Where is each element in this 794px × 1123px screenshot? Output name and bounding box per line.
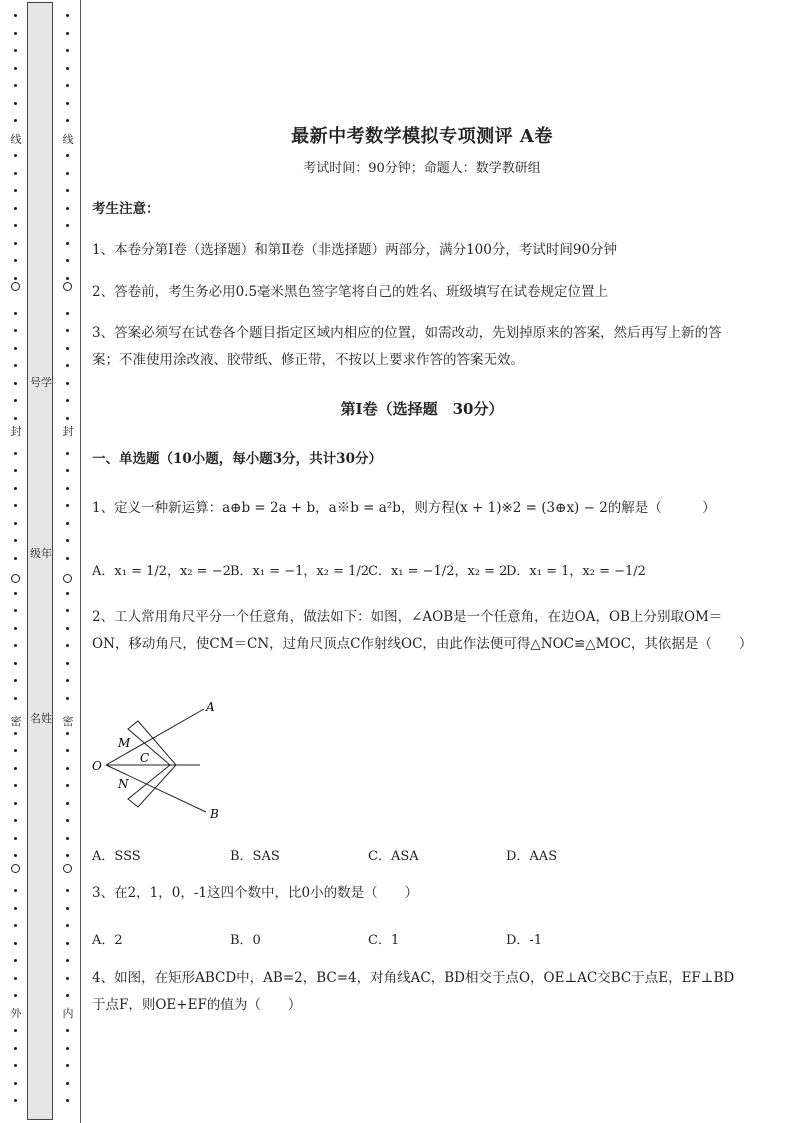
question-2-stem: 2、工人常用角尺平分一个任意角，做法如下：如图，∠AOB是一个任意角，在边OA，OB上分别取OM＝ON，移动角尺，使CM＝CN，过角尺顶点C作射线OC，由此作法便可得△NOC≌△MOC，其依据是（ ） xyxy=(92,609,753,652)
student-info-strip xyxy=(27,2,53,1120)
binding-dot xyxy=(66,539,69,542)
binding-hole-circle xyxy=(63,864,72,873)
label-a: A xyxy=(206,700,215,714)
notice-item-2: 2、答卷前，考生务必用0.5毫米黑色签字笔将自己的姓名、班级填写在试卷规定位置上 xyxy=(92,284,609,300)
binding-hole-circle xyxy=(11,282,20,291)
binding-dot xyxy=(14,382,17,385)
binding-dot xyxy=(66,644,69,647)
section-heading: 一、单选题（10小题，每小题3分，共计30分） xyxy=(92,451,382,467)
binding-dot xyxy=(14,469,17,472)
binding-dot xyxy=(14,32,17,35)
binding-dot xyxy=(14,14,17,17)
binding-dot xyxy=(66,767,69,770)
question-1-stem: 1、定义一种新运算：a⊕b = 2a + b，a※b = a²b，则方程(x + 1)※2 = (3⊕x) − 2的解是（ ） xyxy=(92,500,716,516)
binding-dot xyxy=(14,942,17,945)
binding-dot xyxy=(14,172,17,175)
binding-dot xyxy=(14,1099,17,1102)
label-c: C xyxy=(140,751,150,765)
question-2-options xyxy=(92,845,752,875)
binding-mark: 密 xyxy=(62,715,74,728)
binding-dot xyxy=(66,609,69,612)
binding-dot xyxy=(14,347,17,350)
binding-dot xyxy=(66,84,69,87)
binding-dot xyxy=(14,994,17,997)
angle-ruler-figure xyxy=(92,695,232,830)
binding-dot xyxy=(14,959,17,962)
binding-dot xyxy=(66,697,69,700)
binding-dot xyxy=(66,749,69,752)
binding-dot xyxy=(66,557,69,560)
question-3-options xyxy=(92,929,752,959)
q1-option-b[interactable]: B．x₁ = −1，x₂ = 1/2 xyxy=(230,564,370,579)
binding-dot xyxy=(14,522,17,525)
binding-hole-circle xyxy=(63,282,72,291)
binding-dot xyxy=(14,854,17,857)
binding-dot xyxy=(66,14,69,17)
binding-dot xyxy=(66,417,69,420)
binding-dot xyxy=(66,1064,69,1067)
binding-dot xyxy=(66,994,69,997)
binding-dot xyxy=(14,627,17,630)
binding-dot xyxy=(66,1029,69,1032)
binding-line-outer xyxy=(3,0,29,1123)
binding-dot xyxy=(66,469,69,472)
binding-dot xyxy=(14,889,17,892)
notice-item-3: 3、答案必须写在试卷各个题目指定区域内相应的位置，如需改动，先划掉原来的答案，然后再写上新的答案；不准使用涂改液、胶带纸、修正带，不按以上要求作答的答案无效。 xyxy=(92,325,722,368)
student-number-label: 号学 xyxy=(30,376,52,389)
exam-title: 最新中考数学模拟专项测评 A卷 xyxy=(291,126,553,147)
binding-dot xyxy=(14,837,17,840)
binding-dot xyxy=(14,1064,17,1067)
binding-dot xyxy=(66,67,69,70)
binding-dot xyxy=(66,487,69,490)
notice-heading: 考生注意： xyxy=(92,201,160,217)
binding-dot xyxy=(66,312,69,315)
binding-dot xyxy=(14,1029,17,1032)
binding-dot xyxy=(66,889,69,892)
q2-option-a[interactable]: A．SSS xyxy=(92,849,141,864)
binding-dot xyxy=(66,1099,69,1102)
binding-dot xyxy=(14,504,17,507)
binding-dot xyxy=(66,679,69,682)
binding-dot xyxy=(14,189,17,192)
binding-dot xyxy=(66,277,69,280)
binding-dot xyxy=(66,784,69,787)
question-3-stem: 3、在2，1，0，-1这四个数中，比0小的数是（ ） xyxy=(92,885,419,901)
binding-dot xyxy=(66,119,69,122)
binding-mark: 外 xyxy=(10,1007,22,1020)
binding-dot xyxy=(66,959,69,962)
q3-option-d[interactable]: D．-1 xyxy=(506,933,543,948)
binding-dot xyxy=(66,592,69,595)
binding-dot xyxy=(66,802,69,805)
binding-dot xyxy=(14,732,17,735)
margin-rule xyxy=(80,0,81,1123)
binding-dot xyxy=(14,224,17,227)
binding-dot xyxy=(66,399,69,402)
binding-dot xyxy=(66,242,69,245)
binding-dot xyxy=(14,119,17,122)
binding-dot xyxy=(14,697,17,700)
binding-dot xyxy=(66,977,69,980)
label-n: N xyxy=(118,777,129,791)
binding-dot xyxy=(66,907,69,910)
binding-dot xyxy=(66,942,69,945)
binding-dot xyxy=(14,592,17,595)
binding-dot xyxy=(14,644,17,647)
binding-dot xyxy=(66,662,69,665)
q2-option-b[interactable]: B．SAS xyxy=(230,849,280,864)
binding-dot xyxy=(66,224,69,227)
ruler-arm-upper xyxy=(128,721,176,765)
binding-dot xyxy=(14,1047,17,1050)
question-4-stem: 4、如图，在矩形ABCD中，AB=2，BC=4，对角线AC，BD相交于点O，OE⊥AC交BC于点E，EF⊥BD于点F，则OE+EF的值为（ ） xyxy=(92,970,735,1013)
binding-dot xyxy=(14,329,17,332)
binding-dot xyxy=(66,837,69,840)
binding-mark: 密 xyxy=(10,715,22,728)
binding-dot xyxy=(14,84,17,87)
q3-option-c[interactable]: C．1 xyxy=(368,933,400,948)
binding-dot xyxy=(66,452,69,455)
binding-dot xyxy=(66,207,69,210)
q3-option-a[interactable]: A．2 xyxy=(92,933,123,948)
binding-dot xyxy=(14,924,17,927)
binding-dot xyxy=(14,802,17,805)
binding-dot xyxy=(66,189,69,192)
ruler-arm-lower xyxy=(128,765,176,807)
binding-dot xyxy=(66,732,69,735)
binding-dot xyxy=(14,487,17,490)
q1-option-c[interactable]: C．x₁ = −1/2，x₂ = 2 xyxy=(368,564,508,579)
binding-dot xyxy=(14,539,17,542)
binding-dot xyxy=(66,819,69,822)
binding-mark: 内 xyxy=(62,1007,74,1020)
binding-dot xyxy=(14,417,17,420)
binding-dot xyxy=(14,312,17,315)
binding-dot xyxy=(14,207,17,210)
binding-dot xyxy=(14,102,17,105)
exam-subtitle: 考试时间：90分钟；命题人：数学教研组 xyxy=(303,161,541,176)
binding-dot xyxy=(14,49,17,52)
binding-dot xyxy=(14,277,17,280)
binding-dot xyxy=(14,784,17,787)
binding-dot xyxy=(14,67,17,70)
binding-dot xyxy=(14,749,17,752)
binding-dot xyxy=(14,819,17,822)
binding-dot xyxy=(66,364,69,367)
binding-dot xyxy=(66,49,69,52)
label-m: M xyxy=(118,736,131,750)
binding-dot xyxy=(14,399,17,402)
binding-dot xyxy=(66,172,69,175)
question-1-options xyxy=(92,560,752,590)
name-label: 名姓 xyxy=(30,712,52,725)
binding-mark: 线 xyxy=(62,133,74,146)
q2-option-c[interactable]: C．ASA xyxy=(368,849,419,864)
binding-dot xyxy=(14,557,17,560)
binding-dot xyxy=(66,154,69,157)
binding-dot xyxy=(66,1047,69,1050)
binding-dot xyxy=(66,924,69,927)
binding-dot xyxy=(66,259,69,262)
q2-option-d[interactable]: D．AAS xyxy=(506,849,558,864)
binding-dot xyxy=(14,364,17,367)
binding-mark: 封 xyxy=(62,425,74,438)
binding-dot xyxy=(66,102,69,105)
binding-dot xyxy=(14,452,17,455)
binding-dot xyxy=(14,767,17,770)
binding-dot xyxy=(66,1082,69,1085)
binding-hole-circle xyxy=(63,574,72,583)
binding-dot xyxy=(66,504,69,507)
q3-option-b[interactable]: B．0 xyxy=(230,933,261,948)
binding-dot xyxy=(66,522,69,525)
binding-line-inner xyxy=(55,0,81,1123)
binding-dot xyxy=(14,1082,17,1085)
binding-dot xyxy=(14,662,17,665)
binding-dot xyxy=(66,329,69,332)
binding-dot xyxy=(66,382,69,385)
q1-option-a[interactable]: A．x₁ = 1/2，x₂ = −2 xyxy=(92,564,231,579)
binding-dot xyxy=(14,977,17,980)
binding-mark: 线 xyxy=(10,133,22,146)
part1-title: 第I卷（选择题 30分） xyxy=(340,400,504,418)
binding-dot xyxy=(14,907,17,910)
binding-hole-circle xyxy=(11,574,20,583)
label-o: O xyxy=(92,759,102,773)
binding-dot xyxy=(66,854,69,857)
notice-item-1: 1、本卷分第I卷（选择题）和第Ⅱ卷（非选择题）两部分，满分100分，考试时间90分钟 xyxy=(92,242,618,258)
binding-dot xyxy=(14,154,17,157)
binding-dot xyxy=(14,609,17,612)
class-label: 级年 xyxy=(30,547,52,560)
q1-option-d[interactable]: D．x₁ = 1，x₂ = −1/2 xyxy=(506,564,646,579)
binding-dot xyxy=(66,347,69,350)
binding-dot xyxy=(66,32,69,35)
binding-mark: 封 xyxy=(10,425,22,438)
binding-dot xyxy=(14,242,17,245)
binding-dot xyxy=(66,627,69,630)
label-b: B xyxy=(210,807,219,821)
binding-hole-circle xyxy=(11,864,20,873)
binding-dot xyxy=(14,259,17,262)
binding-dot xyxy=(14,679,17,682)
